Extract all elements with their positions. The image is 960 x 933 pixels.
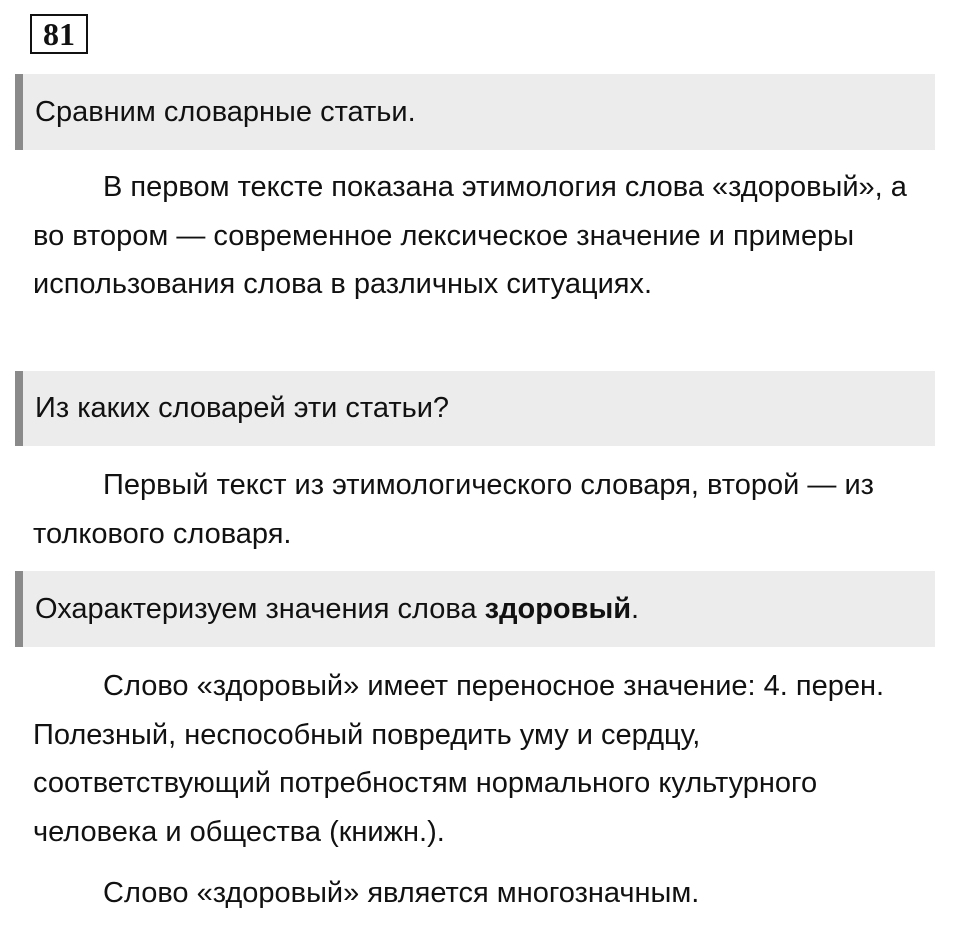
task-number-badge: 81 [30,14,88,54]
answer-4: Слово «здоровый» является многозначным. [103,877,700,909]
question-3 [15,571,935,647]
question-1-text: Сравним словарные статьи. [35,95,416,128]
question-3-suffix: . [631,592,640,625]
question-2 [15,371,935,446]
answer-2: Первый текст из этимологического словаря, второй — из толкового словаря. [33,469,874,550]
answer-3: Слово «здоровый» имеет переносное значение: 4. перен. Полезный, неспособный повредить уму и сердцу, соответствующий потребностям нормального культурного человека и общества (книжн.). [33,670,885,848]
question-3-text [35,593,639,626]
question-2-text: Из каких словарей эти статьи? [35,392,450,424]
question-3-prefix: Охарактеризуем значения слова [35,592,485,625]
question-1 [15,74,935,150]
answer-1: В первом тексте показана этимология слова «здоровый», а во втором — современное лексическое значение и примеры использования слова в различных ситуациях. [33,171,907,300]
question-3-keyword: здоровый [484,592,632,625]
